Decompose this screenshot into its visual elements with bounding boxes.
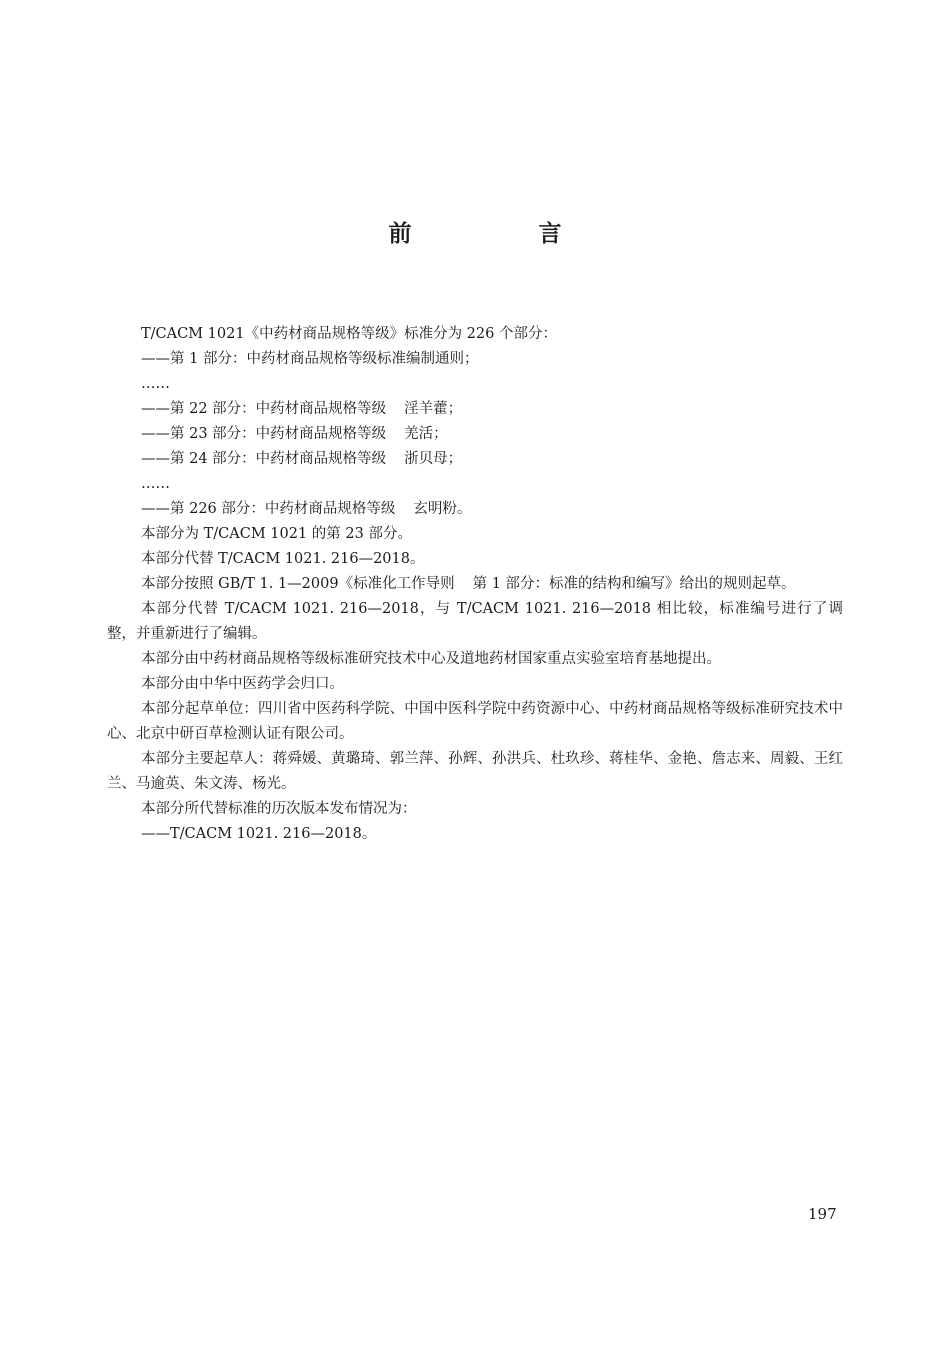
history-item: ——T/CACM 1021. 216—2018。 — [141, 826, 377, 842]
drafters-paragraph: 本部分主要起草人：蒋舜媛、黄璐琦、郭兰萍、孙辉、孙洪兵、杜玖珍、蒋桂华、金艳、詹志来、周毅、王红兰、马逾英、朱文涛、杨光。 — [107, 751, 843, 792]
part-list-item — [107, 422, 843, 447]
drafting-rules-paragraph — [107, 572, 843, 597]
part-list-item — [107, 447, 843, 472]
intro-paragraph: T/CACM 1021《中药材商品规格等级》标准分为 226 个部分： — [141, 326, 557, 342]
managed-by-paragraph: 本部分由中华中医药学会归口。 — [141, 676, 344, 692]
foreword-body — [107, 322, 843, 847]
drafting-rules-text-b: 第 1 部分：标准的结构和编写》给出的规则起草。 — [472, 576, 796, 592]
this-part-paragraph: 本部分为 T/CACM 1021 的第 23 部分。 — [141, 526, 412, 542]
page-number: 197 — [808, 1205, 837, 1223]
part-name: 浙贝母； — [404, 451, 463, 467]
part-name: 淫羊藿； — [404, 401, 463, 417]
part-prefix: ——第 24 部分：中药材商品规格等级 — [141, 451, 387, 467]
history-intro-paragraph: 本部分所代替标准的历次版本发布情况为： — [141, 801, 417, 817]
part-prefix: ——第 23 部分：中药材商品规格等级 — [141, 426, 387, 442]
page-title: 前 言 — [388, 221, 614, 247]
part-prefix: ——第 226 部分：中药材商品规格等级 — [141, 501, 396, 517]
changes-paragraph: 本部分代替 T/CACM 1021. 216—2018，与 T/CACM 1021. 216—2018 相比较，标准编号进行了调整，并重新进行了编辑。 — [107, 601, 843, 642]
ellipsis-line: …… — [141, 376, 170, 392]
part-list-item: ——第 1 部分：中药材商品规格等级标准编制通则； — [141, 351, 479, 367]
ellipsis-line: …… — [141, 476, 170, 492]
part-prefix: ——第 22 部分：中药材商品规格等级 — [141, 401, 387, 417]
replaces-paragraph: 本部分代替 T/CACM 1021. 216—2018。 — [141, 551, 425, 567]
drafting-rules-text-a: 本部分按照 GB/T 1. 1—2009《标准化工作导则 — [141, 576, 455, 592]
part-list-item — [107, 397, 843, 422]
part-list-item — [107, 497, 843, 522]
part-name: 羌活； — [404, 426, 448, 442]
part-name: 玄明粉。 — [413, 501, 472, 517]
proposed-by-paragraph: 本部分由中药材商品规格等级标准研究技术中心及道地药材国家重点实验室培育基地提出。 — [141, 651, 721, 667]
drafting-units-paragraph: 本部分起草单位：四川省中医药科学院、中国中医科学院中药资源中心、中药材商品规格等级标准研究技术中心、北京中研百草检测认证有限公司。 — [107, 701, 843, 742]
